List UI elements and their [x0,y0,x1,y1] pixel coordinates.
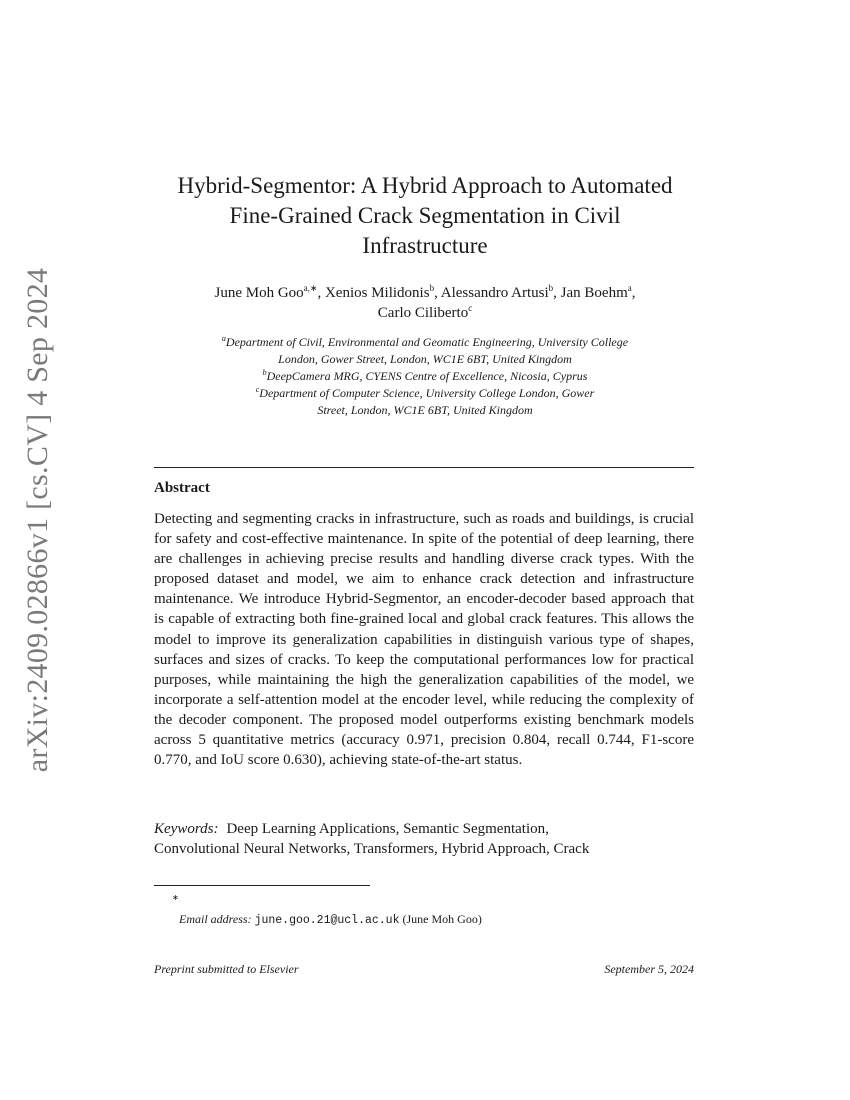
affiliation-text: Department of Computer Science, University College London, Gower [259,386,595,400]
footnote-line [172,910,482,930]
author-affiliation-mark: a [627,283,632,293]
footer-preprint-note: Preprint submitted to Elsevier [154,962,299,976]
title-line: Fine-Grained Crack Segmentation in Civil [229,203,621,228]
title-line: Infrastructure [362,233,488,258]
affiliations [150,334,700,419]
email-address-link[interactable]: june.goo.21@ucl.ac.uk [254,914,400,927]
author-affiliation-mark: b [429,283,435,293]
author-name: Jan Boehm [560,285,628,301]
email-label: Email address: [179,912,252,926]
abstract-body: Detecting and segmenting cracks in infrastructure, such as roads and buildings, is crucial for safety and cost-effective maintenance. In spite of the potential of deep learning, there are challenges in achieving precise results and handling diverse crack types. With the proposed dataset and model, we aim to enhance crack detection and infrastructure maintenance. We introduce Hybrid-Segmentor, an encoder-decoder based approach that is capable of extracting both fine-grained local and global crack features. This allows the model to improve its generalization capabilities in distinguish various type of shapes, surfaces and sizes of cracks. To keep the computational performances low for practical purposes, while maintaining the high the generalization capabilities of the model, we incorporate a self-attention model at the encoder level, while reducing the complexity of the decoder component. The proposed model outperforms existing benchmark models across 5 quantitative metrics (accuracy 0.971, precision 0.804, recall 0.744, F1-score 0.770, and IoU score 0.630), achieving state-of-the-art status. [154,511,694,769]
footnote-mark-line [172,889,482,910]
affiliation-text: DeepCamera MRG, CYENS Centre of Excellence, Nicosia, Cyprus [266,369,588,383]
keywords-line: Convolutional Neural Networks, Transformers, Hybrid Approach, Crack [154,841,590,857]
arxiv-side-stamp: arXiv:2409.02866v1 [cs.CV] 4 Sep 2024 [21,267,54,773]
page-footer [154,962,694,977]
email-owner: (June Moh Goo) [402,912,482,926]
affiliation-text: Street, London, WC1E 6BT, United Kingdom [317,403,533,417]
paper-title [150,171,700,261]
abstract-top-rule [154,467,694,468]
footer-date: September 5, 2024 [604,962,694,976]
keywords-label: Keywords: [154,821,219,837]
keywords-text: Deep Learning Applications, Semantic Segmentation, [226,821,549,837]
affiliation-mark: c [255,385,260,394]
author-name: Alessandro Artusi [440,285,549,301]
footnote [172,889,482,930]
affiliation-line [150,402,700,419]
author-name: Xenios Milidonis [324,285,430,301]
affiliation-line [150,385,700,402]
footnote-mark: ∗ [172,893,179,902]
keywords-line [154,819,694,839]
title-line: Hybrid-Segmentor: A Hybrid Approach to Automated [177,173,673,198]
affiliation-line [150,334,700,351]
author-affiliation-mark: b [548,283,554,293]
author-name: June Moh Goo [214,285,304,301]
affiliation-mark: b [262,368,267,377]
affiliation-line [150,368,700,385]
affiliation-text: Department of Civil, Environmental and Geomatic Engineering, University College [225,335,629,349]
footnote-rule [154,885,370,886]
author-list [150,283,700,323]
author-affiliation-mark: c [468,303,473,313]
author-line: June Moh Goo$^{a,∗}$, Xenios Milidonis$^b$, Alessandro Artusi$^b$, Jan Boehm$^a$, [214,283,636,301]
abstract-heading: Abstract [154,480,210,496]
author-line [150,303,700,323]
keywords [154,819,694,859]
affiliation-mark: a [221,334,226,343]
affiliation-text: London, Gower Street, London, WC1E 6BT, United Kingdom [278,352,572,366]
affiliation-line [150,351,700,368]
author-name: Carlo Ciliberto [377,305,469,321]
author-affiliation-mark: a,∗ [303,283,318,293]
